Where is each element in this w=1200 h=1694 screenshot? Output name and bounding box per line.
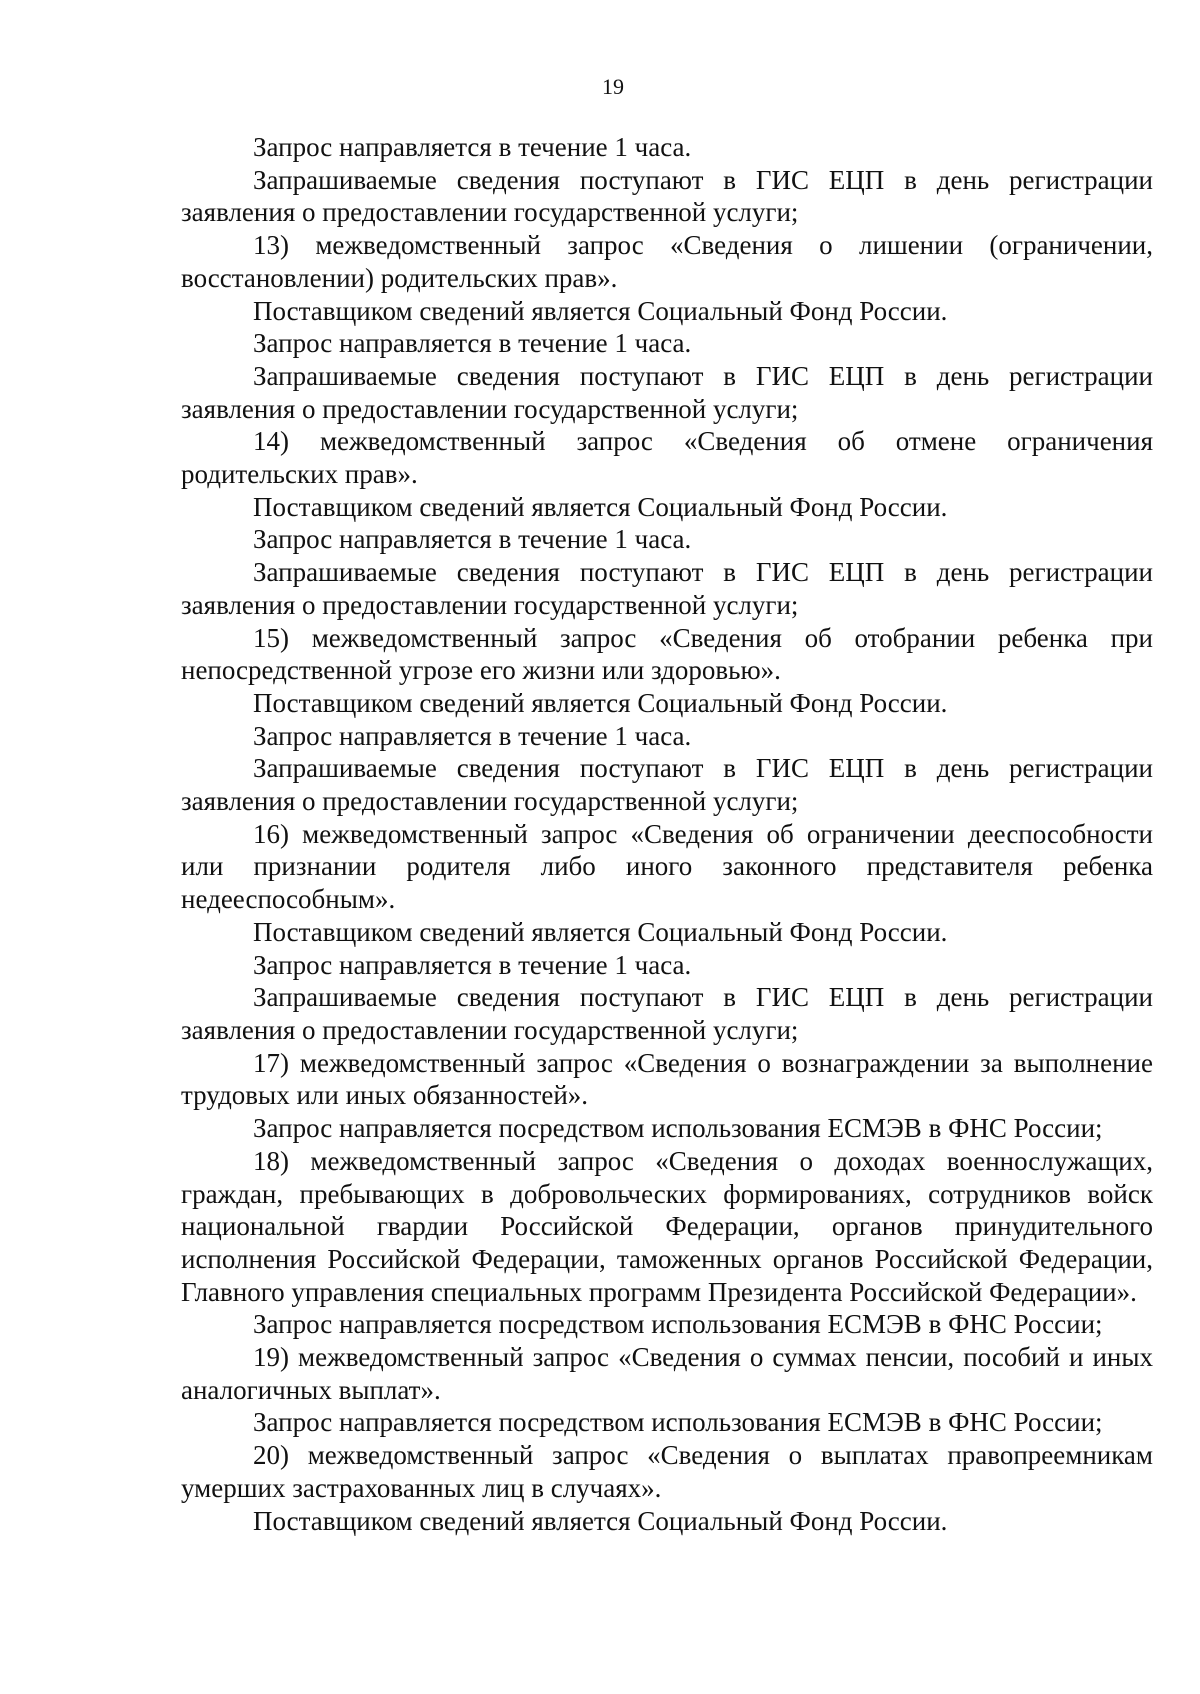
document-body (181, 131, 1153, 1537)
page-number: 19 (602, 74, 624, 99)
paragraph: Запрос направляется в течение 1 часа. (253, 720, 692, 751)
paragraph: Поставщиком сведений является Социальный Фонд России. (253, 1505, 948, 1536)
paragraph: Поставщиком сведений является Социальный Фонд России. (253, 687, 948, 718)
paragraph: Запрос направляется посредством использования ЕСМЭВ в ФНС России; (253, 1309, 1103, 1340)
paragraph: Запрос направляется в течение 1 часа. (253, 949, 692, 980)
paragraph: Запрос направляется в течение 1 часа. (253, 328, 692, 359)
paragraph: 20) межведомственный запрос «Сведения о выплатах правопреемникам умерших застрахованных лиц в случаях». (181, 1440, 1153, 1503)
paragraph: 17) межведомственный запрос «Сведения о вознаграждении за выполнение трудовых или иных обязанностей». (181, 1047, 1153, 1111)
paragraph: Запрашиваемые сведения поступают в ГИС ЕЦП в день регистрации заявления о предоставлении государственной услуги; (181, 557, 1153, 620)
paragraph: Запрос направляется посредством использования ЕСМЭВ в ФНС России; (253, 1407, 1103, 1438)
paragraph: Запрашиваемые сведения поступают в ГИС ЕЦП в день регистрации заявления о предоставлении государственной услуги; (181, 982, 1153, 1045)
paragraph: Запрос направляется в течение 1 часа. (253, 132, 692, 162)
paragraph: Поставщиком сведений является Социальный Фонд России. (253, 916, 948, 947)
paragraph: Запрашиваемые сведения поступают в ГИС ЕЦП в день регистрации заявления о предоставлении государственной услуги; (181, 753, 1153, 817)
paragraph: 15) межведомственный запрос «Сведения об отобрании ребенка при непосредственной угрозе его жизни или здоровью». (181, 622, 1153, 686)
paragraph: Поставщиком сведений является Социальный Фонд России. (253, 491, 948, 522)
paragraph: 19) межведомственный запрос «Сведения о суммах пенсии, пособий и иных аналогичных выплат». (181, 1342, 1153, 1405)
paragraph: Запрашиваемые сведения поступают в ГИС ЕЦП в день регистрации заявления о предоставлении государственной услуги; (181, 360, 1153, 424)
paragraph: Запрос направляется в течение 1 часа. (253, 524, 692, 555)
paragraph: Поставщиком сведений является Социальный Фонд России. (253, 295, 948, 326)
paragraph: 14) межведомственный запрос «Сведения об отмене ограничения родительских прав». (181, 426, 1153, 490)
paragraph: 13) межведомственный запрос «Сведения о лишении (ограничении, восстановлении) родительских прав». (181, 230, 1153, 293)
paragraph: Запрашиваемые сведения поступают в ГИС ЕЦП в день регистрации заявления о предоставлении государственной услуги; (181, 164, 1153, 228)
paragraph: Запрос направляется посредством использования ЕСМЭВ в ФНС России; (253, 1113, 1103, 1144)
paragraph: 16) межведомственный запрос «Сведения об ограничении дееспособности или признании родителя либо иного законного представителя ребенка недееспособным». (181, 818, 1153, 915)
paragraph: 18) межведомственный запрос «Сведения о доходах военнослужащих, граждан, пребывающих в добровольческих формированиях, сотрудников войск национальной гвардии Российской Федерации, органов принудительного исполнения Российской Федерации, таможенных органов Российской Федерации, Главного управления специальных программ Президента Российской Федерации». (181, 1145, 1153, 1307)
